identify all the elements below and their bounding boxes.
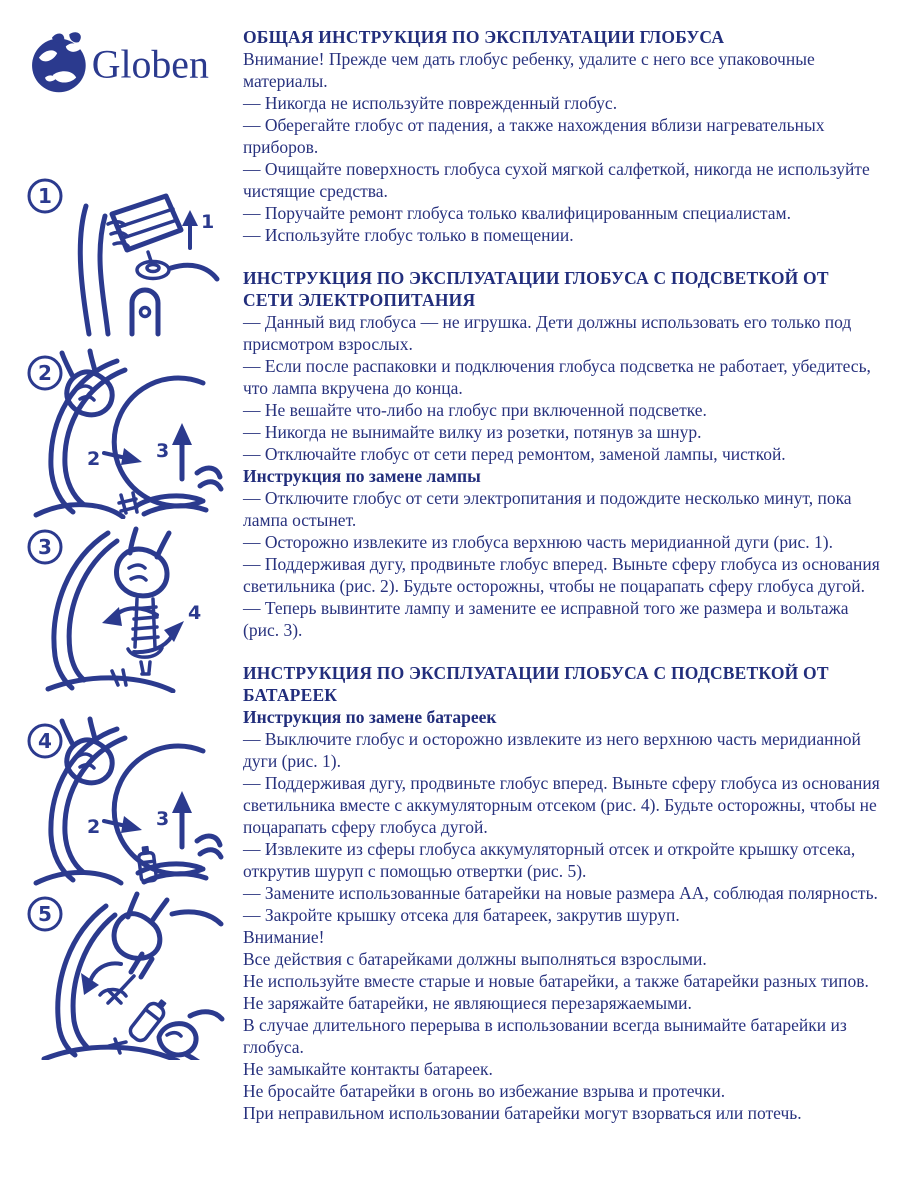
section-title: ИНСТРУКЦИЯ ПО ЭКСПЛУАТАЦИИ ГЛОБУСА С ПОДСВЕТКОЙ ОТ СЕТИ ЭЛЕКТРОПИТАНИЯ	[243, 268, 829, 310]
paragraph: В случае длительного перерыва в использовании всегда вынимайте батарейки из глобуса.	[243, 1015, 847, 1057]
arrow-up-3	[156, 423, 192, 479]
base-curve	[48, 670, 173, 691]
paragraph: Все действия с батарейками должны выполняться взрослыми.	[243, 949, 707, 969]
paragraph: — Никогда не вынимайте вилку из розетки, потянув за шнур.	[243, 422, 702, 442]
paragraph: — Осторожно извлеките из глобуса верхнюю часть меридианной дуги (рис. 1).	[243, 532, 833, 552]
svg-text:3: 3	[156, 808, 170, 830]
paragraph: — Используйте глобус только в помещении.	[243, 225, 574, 245]
paragraph: — Отключайте глобус от сети перед ремонтом, заменой лампы, чисткой.	[243, 444, 786, 464]
paragraph: — Поручайте ремонт глобуса только квалифицированным специалистам.	[243, 203, 791, 223]
svg-text:3: 3	[38, 535, 52, 559]
paragraph: — Очищайте поверхность глобуса сухой мягкой салфеткой, никогда не используйте чистящие средства.	[243, 159, 870, 201]
paragraph: Внимание! Прежде чем дать глобус ребенку, удалите с него все упаковочные материалы.	[243, 49, 815, 91]
paragraph: При неправильном использовании батарейки могут взорваться или потечь.	[243, 1103, 802, 1123]
paragraph: Не используйте вместе старые и новые батарейки, а также батарейки разных типов.	[243, 971, 869, 991]
hand-holding-battery	[159, 1012, 222, 1060]
svg-text:4: 4	[38, 729, 52, 753]
svg-text:1: 1	[38, 184, 52, 208]
globe-surface-hint	[171, 265, 217, 279]
figure-4-remove-sphere-battery	[20, 715, 226, 887]
paragraph: — Никогда не используйте поврежденный глобус.	[243, 93, 618, 113]
section-general	[243, 26, 883, 246]
figure-5-open-battery-cover	[20, 888, 226, 1060]
paragraph: — Закройте крышку отсека для батареек, закрутив шуруп.	[243, 905, 680, 925]
svg-text:5: 5	[38, 902, 52, 926]
paragraph: — Теперь вывинтите лампу и замените ее исправной того же размера и вольтажа (рис. 3).	[243, 598, 849, 640]
svg-text:2: 2	[87, 816, 101, 838]
paragraph: — Отключите глобус от сети электропитания и подождите несколько минут, пока лампа остынет.	[243, 488, 852, 530]
figure-number-badge	[29, 725, 61, 757]
paragraph: — Извлеките из сферы глобуса аккумуляторный отсек и откройте крышку отсека, открутив шуруп с помощью отвертки (рис. 5).	[243, 839, 856, 881]
warning-heading: Внимание!	[243, 927, 325, 947]
globe-logo-icon	[32, 32, 86, 92]
paragraph: — Не вешайте что-либо на глобус при включенной подсветке.	[243, 400, 707, 420]
svg-text:3: 3	[156, 440, 170, 462]
arrow-up-1	[182, 210, 214, 248]
paragraph: — Поддерживая дугу, продвиньте глобус вперед. Выньте сферу глобуса из основания светильника (рис. 2). Будьте осторожны, чтобы не поцарапать сферу глобуса дугой.	[243, 554, 880, 596]
paragraph: — Поддерживая дугу, продвиньте глобус вперед. Выньте сферу глобуса из основания светильника вместе с аккумуляторным отсеком (рис. 4). Будьте осторожны, чтобы не поцарапать сферу глобуса дугой.	[243, 773, 880, 837]
meridian-arc	[54, 533, 117, 688]
figure-2-remove-sphere	[20, 347, 226, 519]
section-title: ОБЩАЯ ИНСТРУКЦИЯ ПО ЭКСПЛУАТАЦИИ ГЛОБУСА	[243, 27, 725, 47]
figure-number-badge	[29, 357, 61, 389]
svg-text:2: 2	[87, 448, 101, 470]
figure-number-badge	[29, 531, 61, 563]
svg-text:4: 4	[188, 602, 202, 624]
hand-with-screwdriver	[100, 894, 221, 1003]
section-battery-powered	[243, 662, 883, 1124]
upper-hand	[62, 719, 112, 783]
upper-hand	[62, 351, 112, 415]
svg-text:1: 1	[201, 211, 215, 233]
instruction-text-column	[243, 26, 883, 1124]
arc-bottom-connector	[119, 493, 137, 513]
hand-gripping-lamp	[117, 529, 169, 596]
figure-number-badge	[29, 898, 61, 930]
paragraph: Не замыкайте контакты батареек.	[243, 1059, 493, 1079]
subsection-title: Инструкция по замене лампы	[243, 466, 481, 486]
brand-wordmark: Globen	[91, 42, 209, 87]
paragraph: — Данный вид глобуса — не игрушка. Дети должны использовать его только под присмотром взрослых.	[243, 312, 852, 354]
figure-1-remove-meridian-top	[20, 170, 226, 342]
figure-number-badge	[29, 180, 61, 212]
arc-socket-fork	[132, 290, 158, 334]
base-curve	[36, 872, 121, 883]
paragraph: — Оберегайте глобус от падения, а также нахождения вблизи нагревательных приборов.	[243, 115, 825, 157]
paragraph: — Если после распаковки и подключения глобуса подсветка не работает, убедитесь, что лампа вкручена до конца.	[243, 356, 871, 398]
svg-text:2: 2	[38, 361, 52, 385]
paragraph: — Выключите глобус и осторожно извлеките из него верхнюю часть меридианной дуги (рис. 1).	[243, 729, 861, 771]
section-mains-powered	[243, 267, 883, 641]
arrow-up-3	[156, 791, 192, 847]
globen-logo	[26, 24, 212, 100]
section-title: ИНСТРУКЦИЯ ПО ЭКСПЛУАТАЦИИ ГЛОБУСА С ПОДСВЕТКОЙ ОТ БАТАРЕЕК	[243, 663, 829, 705]
subsection-title: Инструкция по замене батареек	[243, 707, 497, 727]
paragraph: Не бросайте батарейки в огонь во избежание взрыва и протечки.	[243, 1081, 726, 1101]
battery	[128, 995, 171, 1043]
base-curve	[36, 505, 123, 517]
paragraph: — Замените использованные батарейки на новые размера АА, соблюдая полярность.	[243, 883, 878, 903]
figure-3-replace-lamp	[20, 521, 226, 693]
paragraph: Не заряжайте батарейки, не являющиеся перезаряжаемыми.	[243, 993, 692, 1013]
